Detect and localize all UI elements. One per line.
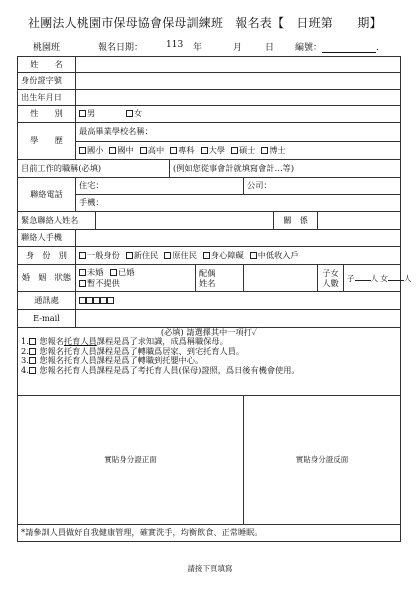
identity-option-general[interactable]: 一般身份 (79, 250, 120, 260)
education-label: 學 歷 (18, 123, 76, 160)
checkbox[interactable] (261, 147, 268, 154)
education-option-master[interactable]: 碩士 (231, 145, 255, 155)
postal-code-boxes[interactable] (79, 295, 114, 305)
row-marital (18, 265, 401, 292)
checkbox[interactable] (126, 110, 133, 117)
children-count-field[interactable]: 子 人 女 人 (344, 265, 401, 292)
checkbox[interactable] (250, 252, 257, 259)
checkbox[interactable] (201, 147, 208, 154)
education-options (76, 142, 401, 160)
row-name (18, 57, 401, 73)
checkbox[interactable] (29, 348, 36, 355)
checkbox[interactable] (110, 269, 117, 276)
education-option-doctor[interactable]: 博士 (261, 145, 285, 155)
marital-options (76, 265, 196, 292)
number-field[interactable] (322, 43, 376, 53)
purpose-item-2[interactable]: 2. 您報名托育人員課程是爲了轉職爲居家、到宅托育人員。 (21, 345, 245, 356)
number-label: 編號： . (295, 43, 379, 53)
children-count-label: 子女 人數 (318, 265, 344, 292)
id-card-front-area[interactable]: 實貼身分證正面 (18, 396, 244, 525)
row-email (18, 310, 401, 328)
email-field[interactable] (76, 310, 401, 328)
row-phone-mobile (18, 195, 401, 212)
identity-option-indigenous[interactable]: 原住民 (164, 250, 197, 260)
checkbox[interactable] (79, 147, 86, 154)
checkbox[interactable] (140, 147, 147, 154)
email-label: E-mail (18, 310, 76, 328)
birth-date-field[interactable] (76, 90, 401, 106)
education-option-junior-high[interactable]: 國中 (109, 145, 133, 155)
row-birth (18, 90, 401, 106)
checkbox[interactable] (29, 357, 36, 364)
emergency-contact-label: 緊急聯絡人姓名 (18, 212, 96, 230)
day-unit: 日 (265, 43, 275, 53)
row-emergency-phone (18, 230, 401, 247)
id-card-back-area[interactable]: 實貼身分證反面 (244, 396, 401, 525)
marital-option-single[interactable]: 未婚 (79, 267, 103, 277)
continue-next-page-note: 請接下頁填寫 (187, 564, 233, 573)
row-gender (18, 106, 401, 123)
year-unit: 年 (193, 43, 203, 53)
checkbox[interactable] (109, 147, 116, 154)
job-title-label: 目前工作的職稱(必填) (18, 160, 170, 178)
school-name-label: 最高畢業學校名稱： (79, 126, 153, 137)
identity-label: 身 份 別 (18, 247, 76, 265)
checkbox[interactable] (79, 252, 86, 259)
row-education-school (18, 123, 401, 142)
school-name-field[interactable] (76, 123, 401, 142)
relationship-field[interactable] (318, 212, 401, 230)
checkbox[interactable] (79, 280, 86, 287)
row-address (18, 292, 401, 310)
row-identity (18, 247, 401, 265)
row-note (18, 525, 401, 542)
row-education-level (18, 142, 401, 160)
checkbox[interactable] (231, 147, 238, 154)
registration-date-label: 報名日期： (98, 43, 144, 53)
gender-options (76, 106, 401, 123)
office-phone-field[interactable] (244, 178, 401, 195)
identity-option-low-income[interactable]: 中低收入戶 (250, 250, 299, 260)
spouse-name-field[interactable] (244, 265, 318, 292)
marital-status-label: 婚 姻 狀態 (18, 265, 76, 292)
job-title-field[interactable] (170, 160, 401, 178)
checkbox[interactable] (79, 110, 86, 117)
health-note: *請參訓人員做好自我健康管理，確實洗手，均衡飲食、正常睡眠。 (18, 525, 401, 542)
identity-option-disability[interactable]: 身心障礙 (203, 250, 244, 260)
row-emergency-contact (18, 212, 401, 230)
checkbox[interactable] (126, 252, 133, 259)
row-job (18, 160, 401, 178)
education-option-college[interactable]: 專科 (170, 145, 194, 155)
gender-female-option[interactable]: 女 (126, 108, 142, 118)
marital-option-married[interactable]: 已婚 (110, 267, 134, 277)
row-purpose (18, 328, 401, 396)
row-id (18, 73, 401, 90)
row-phone-home (18, 178, 401, 195)
emergency-contact-field[interactable] (96, 212, 274, 230)
checkbox[interactable] (203, 252, 210, 259)
branch-name: 桃園班 (33, 43, 61, 53)
education-option-senior-high[interactable]: 高中 (140, 145, 164, 155)
row-id-card (18, 396, 401, 525)
mobile-phone-label: 手機： (79, 197, 104, 208)
birth-date-label: 出生年月日 (18, 90, 76, 106)
name-field[interactable] (76, 57, 401, 73)
job-title-hint: (例如您從事會計就填寫會計…等) (173, 162, 295, 173)
emergency-phone-label: 聯絡人手機 (18, 230, 76, 247)
purpose-item-4[interactable]: 4. 您報名托育人員課程是爲了考托育人員(保母)證照，爲日後有機會使用。 (21, 364, 300, 375)
emergency-phone-field[interactable] (76, 230, 401, 247)
education-option-university[interactable]: 大學 (201, 145, 225, 155)
home-phone-label: 住宅： (79, 180, 104, 191)
checkbox[interactable] (29, 367, 36, 374)
marital-option-undisclosed[interactable]: 暫不提供 (79, 278, 120, 288)
checkbox[interactable] (29, 338, 36, 345)
checkbox[interactable] (164, 252, 171, 259)
education-option-elementary[interactable]: 國小 (79, 145, 103, 155)
mailing-address-label: 通訊處 (18, 292, 76, 310)
mobile-phone-field[interactable] (76, 195, 401, 212)
id-number-field[interactable] (76, 73, 401, 90)
identity-options (76, 247, 401, 265)
purpose-item-1[interactable]: 1. 您報名托育人員課程是爲了求知識，成爲稱職保母。 (21, 336, 228, 347)
checkbox[interactable] (79, 269, 86, 276)
office-phone-label: 公司： (247, 180, 272, 191)
relationship-label: 關 係 (274, 212, 318, 230)
gender-male-option[interactable]: 男 (79, 108, 95, 118)
month-unit: 月 (233, 43, 243, 53)
contact-phone-label: 聯絡電話 (18, 178, 76, 212)
form-title: 社團法人桃園市保母協會保母訓練班 報名表【 日班第 期】 (28, 16, 382, 30)
checkbox[interactable] (170, 147, 177, 154)
mailing-address-field[interactable] (76, 292, 401, 310)
identity-option-new-resident[interactable]: 新住民 (126, 250, 159, 260)
registration-year: 113 (166, 40, 184, 50)
purpose-item-3[interactable]: 3. 您報名托育人員課程是爲了轉職到托嬰中心。 (21, 355, 204, 366)
spouse-name-label: 配偶 姓名 (196, 265, 244, 292)
course-purpose-section (18, 328, 401, 396)
home-phone-field[interactable] (76, 178, 244, 195)
id-number-label: 身份證字號 (18, 73, 76, 90)
gender-label: 性 別 (18, 106, 76, 123)
name-label: 姓 名 (18, 57, 76, 73)
registration-form (17, 56, 412, 542)
purpose-heading: (必填) 請選擇其中一項打✓ (160, 327, 258, 337)
